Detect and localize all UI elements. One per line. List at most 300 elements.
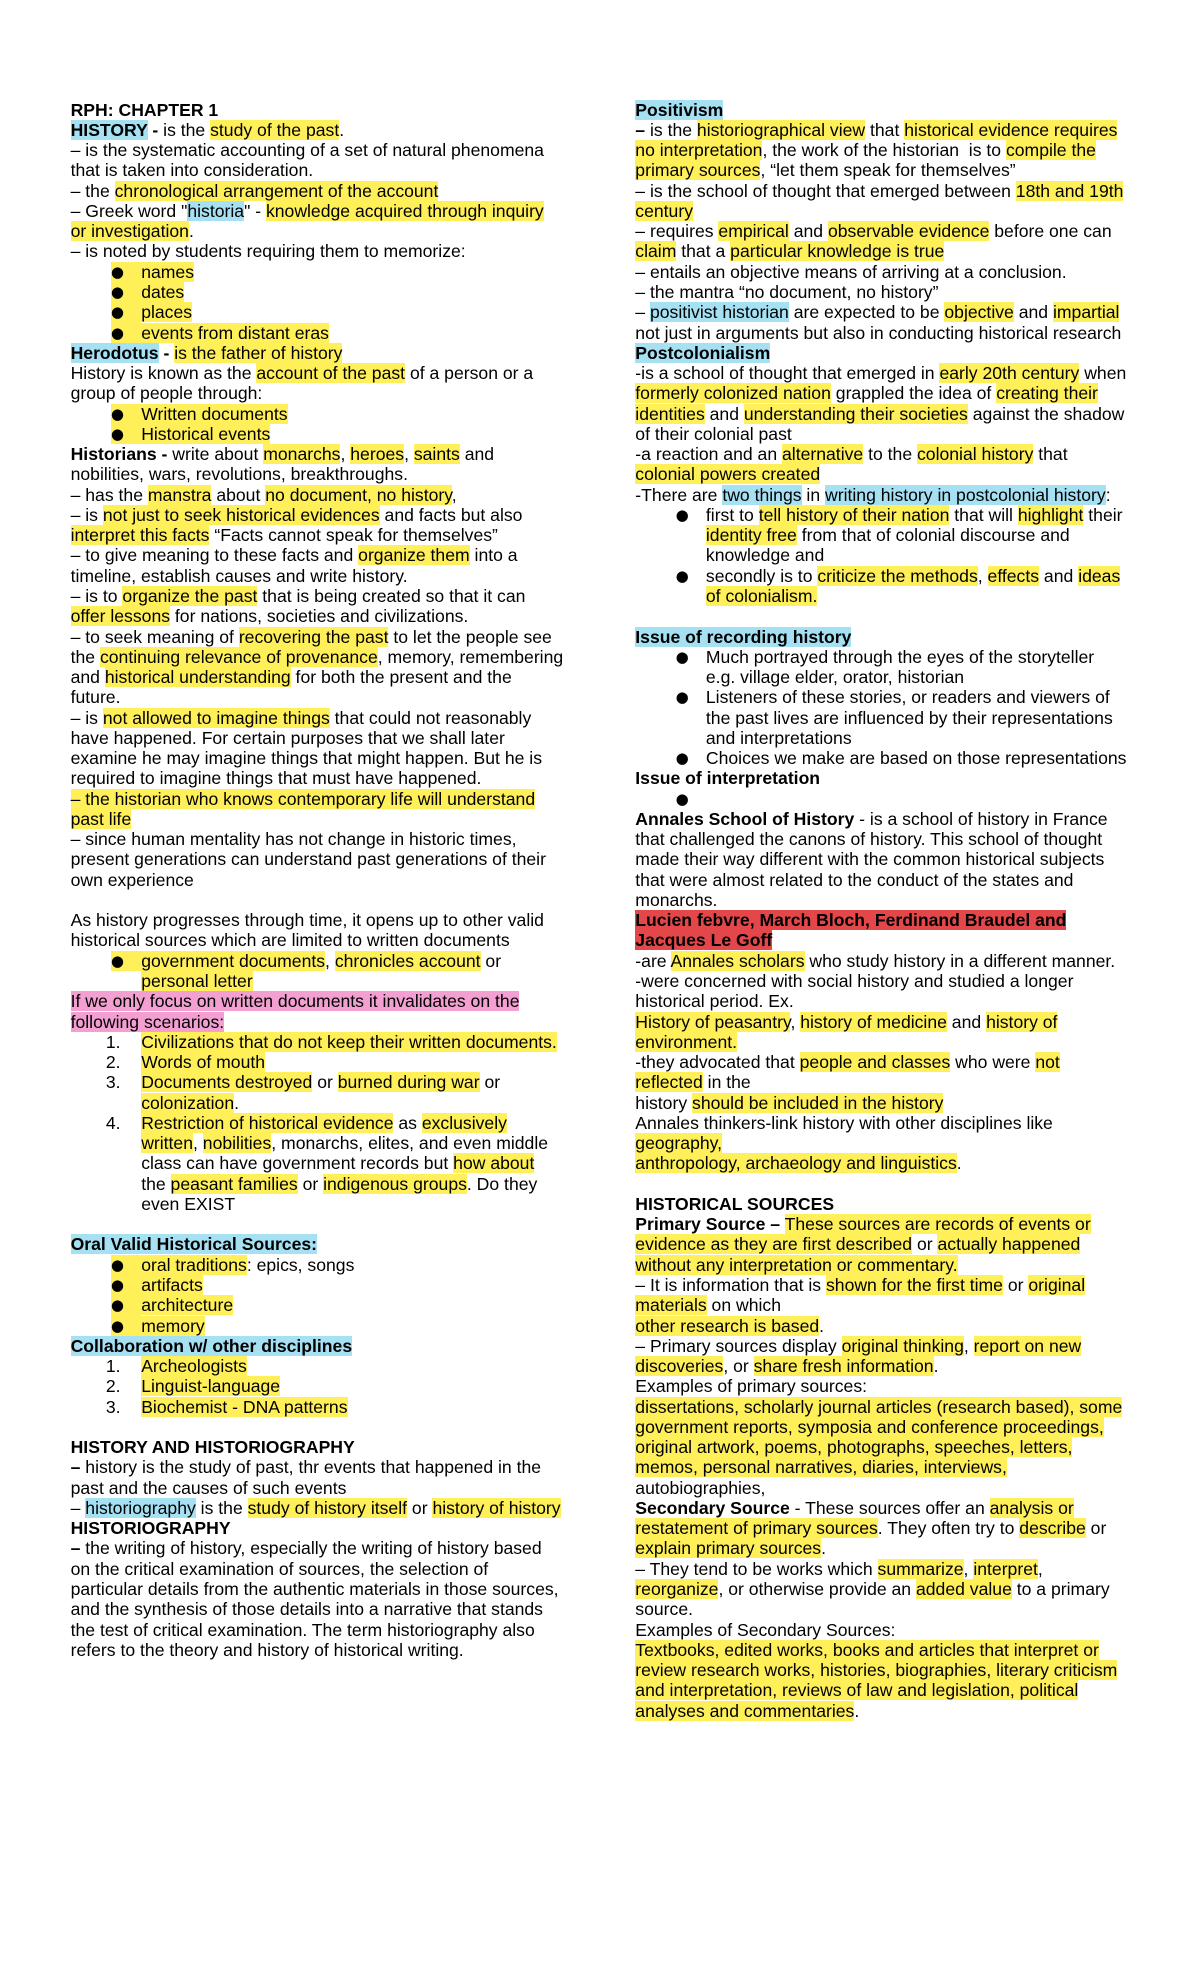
bullet-icon: ● [111, 424, 141, 444]
line-text [635, 221, 1111, 241]
line-text [141, 302, 192, 322]
line-text [71, 363, 534, 383]
line-text [71, 748, 542, 768]
line-text [635, 1417, 1103, 1437]
text-line [635, 1518, 1175, 1538]
highlighted-text: oral traditions [141, 1254, 247, 1275]
text-line [71, 647, 591, 667]
highlighted-text: Biochemist - DNA patterns [141, 1396, 348, 1417]
line-text [635, 991, 793, 1011]
list-item-continuation [635, 728, 1175, 748]
text-run: the test of critical examination. The term historiography also [70, 1619, 535, 1640]
text-run: - These sources offer an [789, 1497, 990, 1518]
text-run: particular details from the authentic materials in those sources, [70, 1578, 559, 1599]
line-text [706, 525, 1070, 545]
text-run: and [704, 403, 744, 424]
text-run: -were concerned with social history and studied a longer [635, 971, 1074, 992]
highlighted-text: Annales scholars [670, 950, 805, 971]
line-text [71, 829, 517, 849]
text-run: are expected to be [788, 302, 945, 323]
text-run: to let the people see [388, 626, 552, 647]
line-text [71, 100, 219, 120]
text-line [71, 1336, 591, 1356]
text-line [635, 849, 1175, 869]
highlighted-text: observable evidence [827, 221, 990, 242]
highlighted-text: colonial history [917, 444, 1034, 465]
line-text [71, 667, 512, 687]
highlighted-text: historical evidence requires [904, 119, 1118, 140]
text-run: autobiographies, [635, 1477, 766, 1498]
highlighted-text: report on new [973, 1335, 1082, 1356]
text-run: Examples of Secondary Sources: [635, 1619, 896, 1640]
text-line [635, 890, 1175, 910]
text-run: that [1033, 444, 1068, 465]
highlighted-text: should be included in the history [692, 1092, 944, 1113]
line-text [141, 1275, 203, 1295]
text-run: . [188, 221, 194, 242]
text-run: -are [635, 950, 671, 971]
highlighted-text: history of [986, 1011, 1058, 1032]
highlighted-text: people and classes [799, 1052, 951, 1073]
line-text [71, 1620, 535, 1640]
text-run: e.g. village elder, orator, historian [705, 667, 965, 688]
text-run: secondly is to [705, 565, 818, 586]
text-run: – They tend to be works which [635, 1558, 878, 1579]
highlighted-text: added value [915, 1578, 1012, 1599]
highlighted-text: Lucien febvre, March Bloch, Ferdinand Braudel and [635, 910, 1067, 931]
list-item-continuation [71, 1194, 591, 1214]
line-text [71, 1559, 489, 1579]
text-run: – Primary sources display [635, 1335, 842, 1356]
highlighted-text: reorganize [635, 1578, 719, 1599]
line-text [635, 1275, 1085, 1295]
text-run: that is being created so that it can [257, 585, 526, 606]
line-text [71, 647, 564, 667]
line-text [635, 100, 723, 120]
text-line [71, 910, 591, 930]
text-run: who study history in a different manner. [804, 950, 1116, 971]
text-line [635, 181, 1175, 201]
highlighted-text: Archeologists [141, 1356, 247, 1377]
text-run: , memory, remembering [377, 646, 564, 667]
text-run: – is the school of thought that emerged between [635, 180, 1016, 201]
text-line [71, 1559, 591, 1579]
text-line [635, 1316, 1175, 1336]
text-run: in [801, 484, 826, 505]
line-text [141, 1113, 507, 1133]
text-line [71, 789, 591, 809]
text-run: – [635, 302, 650, 323]
highlighted-text: written [141, 1133, 194, 1154]
text-line [71, 181, 591, 201]
line-text [635, 140, 1096, 160]
text-line [635, 1660, 1175, 1680]
text-line [71, 768, 591, 788]
text-line [71, 241, 591, 261]
text-run: and [788, 221, 828, 242]
text-line [71, 140, 591, 160]
text-run: : epics, songs [246, 1254, 355, 1275]
text-line [635, 221, 1175, 241]
highlighted-text: names [141, 261, 194, 282]
highlighted-text: empirical [718, 221, 789, 242]
highlighted-text: understanding their societies [743, 403, 968, 424]
text-run: and facts but also [379, 504, 523, 525]
line-text [635, 120, 1117, 140]
text-run: Examples of primary sources: [635, 1376, 868, 1397]
bullet-icon: ● [675, 647, 689, 666]
line-text [71, 991, 520, 1011]
line-text [71, 627, 552, 647]
highlighted-text: is the father of history [174, 342, 343, 363]
line-text [635, 444, 1067, 464]
line-text [71, 1012, 225, 1032]
line-text [635, 1113, 1053, 1133]
text-run: . [819, 1315, 825, 1336]
line-text [71, 566, 408, 586]
text-line [635, 1133, 1175, 1153]
highlighted-text: writing history in postcolonial history [825, 484, 1106, 505]
text-line [635, 343, 1175, 363]
line-text [141, 424, 270, 444]
list-item [635, 687, 1175, 707]
text-run: even EXIST [141, 1193, 236, 1214]
highlighted-text: how about [453, 1153, 535, 1174]
right-column [635, 100, 1175, 1721]
text-line [635, 1559, 1175, 1579]
line-text [635, 201, 693, 221]
line-text [635, 1579, 1109, 1599]
text-run: their [1083, 504, 1123, 525]
text-line [635, 930, 1175, 950]
line-text [635, 910, 1066, 930]
text-line [71, 586, 591, 606]
highlighted-text: Herodotus [70, 342, 159, 363]
line-text [71, 708, 532, 728]
text-run: into a [469, 545, 518, 566]
list-item-continuation [635, 708, 1175, 728]
text-line [635, 120, 1175, 140]
text-run: or [312, 1072, 338, 1093]
text-line [71, 606, 591, 626]
text-run: . [821, 1538, 826, 1559]
list-item [71, 1397, 591, 1417]
text-run: for both the present and the [290, 667, 512, 688]
text-line [71, 100, 591, 120]
highlighted-text: colonization [141, 1092, 235, 1113]
text-run: to the [863, 444, 917, 465]
list-item-continuation [635, 525, 1175, 545]
list-item [71, 404, 591, 424]
text-run: class can have government records but [141, 1153, 454, 1174]
highlighted-text: Jacques Le Goff [635, 930, 773, 951]
text-run: , [451, 484, 457, 505]
text-run: when [1079, 363, 1127, 384]
bullet-icon: ● [675, 789, 689, 808]
text-run: is the [195, 1497, 248, 1518]
line-text [706, 667, 964, 687]
text-line [635, 383, 1175, 403]
text-line [71, 809, 591, 829]
highlighted-text: Oral Valid Historical Sources: [70, 1234, 318, 1255]
text-run: – is noted by students requiring them to memorize: [70, 241, 466, 262]
line-text [141, 1316, 205, 1336]
text-run [780, 1214, 785, 1234]
text-line [635, 1072, 1175, 1092]
line-text [635, 241, 944, 261]
line-text [635, 1194, 834, 1214]
highlighted-text: peasant families [170, 1173, 298, 1194]
line-text [71, 809, 132, 829]
highlighted-text: history of history [432, 1497, 561, 1518]
highlighted-text: saints [413, 444, 460, 465]
highlighted-text: summarize [877, 1558, 964, 1579]
text-run: -is a school of thought that emerged in [635, 363, 940, 384]
line-text [635, 1538, 826, 1558]
line-text [635, 1295, 781, 1315]
text-run: – Greek word " [70, 200, 188, 221]
highlighted-text: geography, [635, 1133, 723, 1154]
text-run: or [480, 950, 502, 971]
text-run: from that of colonial discourse and [796, 525, 1070, 546]
text-run: " - [244, 200, 266, 221]
line-text [141, 1093, 239, 1113]
line-text [706, 586, 817, 606]
text-run: , [193, 1133, 203, 1154]
text-line [71, 160, 591, 180]
text-line [635, 1457, 1175, 1477]
line-text [706, 708, 1113, 728]
text-line [71, 545, 591, 565]
text-run: on which [706, 1295, 781, 1316]
text-run: . [339, 119, 345, 140]
list-number: 3. [105, 1072, 121, 1093]
list-item [71, 282, 591, 302]
line-text [635, 302, 1119, 322]
text-run: knowledge and [705, 545, 825, 566]
line-text [141, 1295, 233, 1315]
highlighted-text: manstra [147, 484, 212, 505]
line-text [71, 1599, 543, 1619]
text-line [635, 768, 1175, 788]
text-run: HISTORY AND HISTORIOGRAPHY [70, 1437, 355, 1458]
text-line [635, 1214, 1175, 1234]
text-line [71, 343, 591, 363]
line-text [141, 1072, 500, 1092]
highlighted-text: and interpretation, reviews of law and legislation, political [635, 1680, 1079, 1701]
text-run: - is a school of history in France [854, 808, 1108, 829]
text-line [635, 627, 1175, 647]
text-line [71, 363, 591, 383]
text-line [635, 464, 1175, 484]
highlighted-text: without any interpretation or commentary. [635, 1254, 958, 1275]
text-run: and [946, 1011, 987, 1032]
list-item [635, 566, 1175, 586]
text-run: write about [167, 444, 264, 465]
highlighted-text: 18th and 19th [1015, 180, 1124, 201]
highlighted-text: Historical events [141, 423, 271, 444]
bullet-icon: ● [675, 505, 689, 524]
text-run: not just in arguments but also in conducting historical research [635, 322, 1122, 343]
text-run: , monarchs, elites, and even middle [271, 1133, 549, 1154]
line-text [635, 323, 1121, 343]
highlighted-text: memory [141, 1315, 205, 1336]
text-line [71, 1012, 591, 1032]
bullet-icon: ● [675, 749, 689, 768]
text-run: historical period. Ex. [635, 991, 794, 1012]
text-run: , “let them speak for themselves” [760, 160, 1016, 181]
text-run: the [70, 646, 100, 667]
list-item [71, 1255, 591, 1275]
highlighted-text: share fresh information [753, 1356, 934, 1377]
highlighted-text: study of the past [210, 119, 340, 140]
highlighted-text: compile the [1005, 140, 1096, 161]
highlighted-text: Words of mouth [141, 1052, 266, 1073]
line-text [635, 870, 1073, 890]
line-text [635, 181, 1123, 201]
line-text [635, 1133, 722, 1153]
line-text [635, 1620, 895, 1640]
text-run: - [147, 119, 164, 140]
text-run: examine he may imagine things that might happen. But he is [70, 748, 542, 769]
highlighted-text: chronicles account [334, 950, 481, 971]
text-line [635, 1478, 1175, 1498]
text-run: , [963, 1335, 974, 1356]
highlighted-text: past life [70, 808, 132, 829]
blank-line [71, 1214, 591, 1234]
list-item [71, 1032, 591, 1052]
text-run: that will [949, 504, 1018, 525]
line-text [71, 1234, 317, 1254]
list-item [71, 1356, 591, 1376]
line-text [635, 1660, 1117, 1680]
highlighted-text: offer lessons [70, 606, 171, 627]
line-text [635, 1093, 943, 1113]
line-text [141, 1356, 247, 1376]
text-run: – to give meaning to these facts and [70, 545, 359, 566]
highlighted-text: places [141, 302, 193, 323]
text-line [635, 910, 1175, 930]
text-line [635, 262, 1175, 282]
text-run: . They often try to [877, 1518, 1020, 1539]
text-run: or [297, 1173, 324, 1194]
line-text [71, 140, 544, 160]
line-text [635, 383, 1098, 403]
text-line [635, 1234, 1175, 1254]
highlighted-text: original [1028, 1275, 1086, 1295]
text-run: and the synthesis of those details into a narrative that stands [70, 1599, 543, 1620]
text-run: on the critical examination of sources, the selection of [70, 1558, 489, 1579]
highlighted-text: no interpretation [635, 140, 763, 161]
text-run: HISTORIOGRAPHY [70, 1518, 231, 1539]
highlighted-text: alternative [782, 444, 864, 465]
highlighted-text: colonial powers created [635, 464, 821, 485]
text-run: that is taken into consideration. [70, 160, 314, 181]
highlighted-text: government reports, symposia and conference proceedings, [635, 1416, 1104, 1437]
text-run: . [854, 1700, 860, 1721]
line-text [71, 201, 544, 221]
highlighted-text: Linguist-language [141, 1376, 281, 1397]
highlighted-text: Restriction of historical evidence [141, 1112, 394, 1133]
highlighted-text: dissertations, scholarly journal articles (research based), some [635, 1396, 1123, 1417]
line-text [635, 282, 938, 302]
highlighted-text: study of history itself [247, 1497, 408, 1518]
list-item [71, 1376, 591, 1396]
text-line [635, 282, 1175, 302]
line-text [635, 768, 820, 788]
text-line [71, 748, 591, 768]
text-run: – the mantra “no document, no history” [635, 281, 939, 302]
text-line [635, 1376, 1175, 1396]
line-text [635, 809, 1107, 829]
text-line [635, 1194, 1175, 1214]
text-line [71, 627, 591, 647]
text-line [635, 424, 1175, 444]
line-text [635, 1701, 859, 1721]
line-text [635, 849, 1104, 869]
line-text [141, 1133, 548, 1153]
highlighted-text: account of the past [256, 363, 406, 384]
line-text [706, 566, 1120, 586]
line-text [635, 951, 1115, 971]
text-run: , [977, 565, 988, 586]
list-item [635, 647, 1175, 667]
line-text [71, 241, 466, 261]
text-run: who were [950, 1052, 1036, 1073]
text-run: against the shadow [967, 403, 1125, 424]
text-line [635, 1538, 1175, 1558]
line-text [71, 768, 482, 788]
text-run: . Do they [466, 1173, 538, 1194]
text-line [635, 100, 1175, 120]
line-text [635, 1559, 1042, 1579]
highlighted-text: highlight [1017, 504, 1084, 525]
text-run: - [158, 342, 175, 363]
highlighted-text: Issue of recording history [635, 626, 852, 647]
text-run: or [479, 1072, 501, 1093]
text-run: , [1037, 1558, 1043, 1579]
text-line [635, 1275, 1175, 1295]
highlighted-text: or investigation [70, 221, 189, 242]
text-line [635, 1640, 1175, 1660]
text-run: nobilities, wars, revolutions, breakthroughs. [70, 464, 408, 485]
highlighted-text: positivist historian [649, 302, 789, 323]
list-item [71, 1316, 591, 1336]
text-line [635, 444, 1175, 464]
list-item-continuation [635, 586, 1175, 606]
text-run: Secondary Source [635, 1497, 790, 1518]
text-line [635, 363, 1175, 383]
line-text [141, 1052, 265, 1072]
line-text [635, 1012, 1057, 1032]
list-item-continuation [71, 1174, 591, 1194]
highlighted-text: chronological arrangement of the account [114, 180, 439, 201]
bullet-icon: ● [111, 1316, 141, 1336]
highlighted-text: historiographical view [696, 119, 866, 140]
text-line [635, 1032, 1175, 1052]
list-item [71, 1052, 591, 1072]
text-line [635, 971, 1175, 991]
text-line [635, 1356, 1175, 1376]
line-text [71, 1336, 353, 1356]
text-run: As history progresses through time, it opens up to other valid [70, 910, 544, 931]
text-line [71, 464, 591, 484]
highlighted-text: of colonialism. [705, 585, 818, 606]
line-text [71, 728, 505, 748]
text-run: – [70, 1457, 81, 1478]
list-item [71, 262, 591, 282]
highlighted-text: artifacts [141, 1275, 203, 1295]
